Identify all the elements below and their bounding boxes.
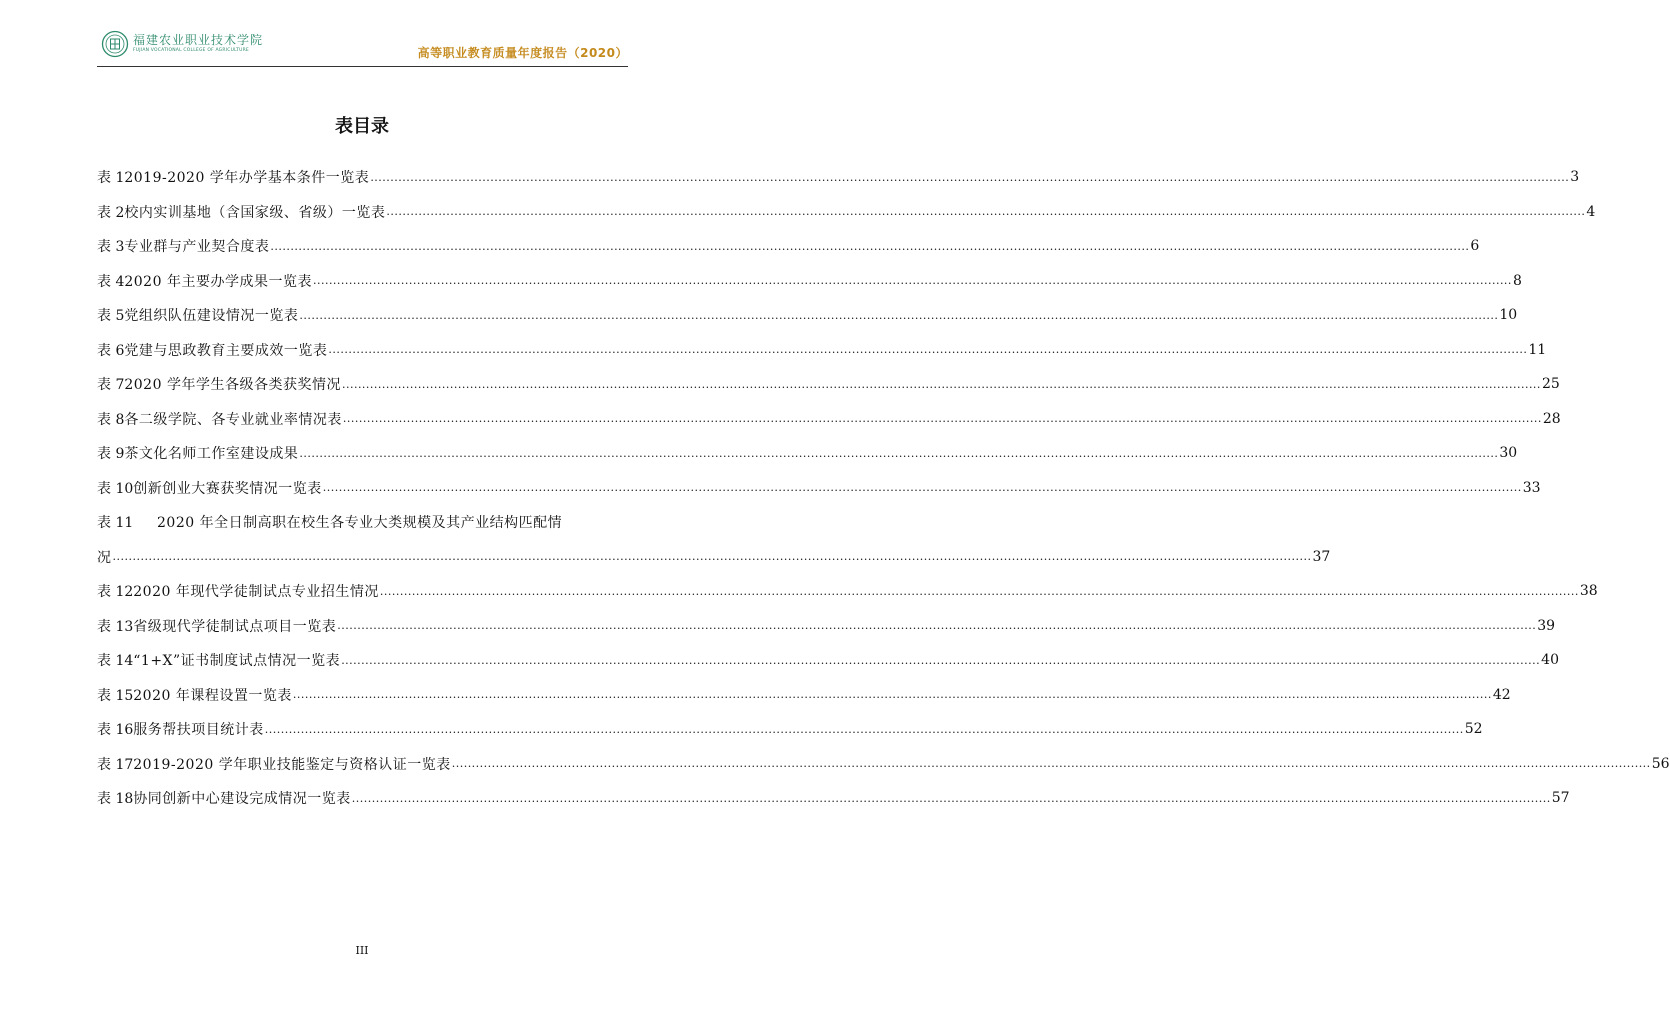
college-logo [101,28,263,60]
toc-entry[interactable] [97,402,1561,437]
toc-entry-label: 表 2 [97,204,125,221]
toc-entry-label: 表 11 [97,515,134,532]
toc-entry-page: 8 [1512,272,1522,289]
toc-entry-page: 6 [1470,238,1480,255]
toc-entry-label: 表 17 [97,756,134,773]
toc-entry[interactable] [97,574,1598,609]
toc-entry-title: 协同创新中心建设完成情况一览表 [133,791,351,808]
toc-entry-label: 表 1 [97,170,125,187]
page-number: III [355,944,369,957]
toc-entry-label: 表 5 [97,308,125,325]
toc-leader-dots: ............................................................................................................................................................................................................................................................................................................ [328,343,1528,357]
toc-entry[interactable] [97,712,1483,747]
toc-entry-label: 表 18 [97,791,134,808]
report-title: 高等职业教育质量年度报告（2020） [417,46,628,60]
toc-leader-dots: ............................................................................................................................................................................................................................................................................................................ [351,791,1551,805]
toc-leader-dots: ............................................................................................................................................................................................................................................................................................................ [386,205,1586,219]
toc-entry[interactable] [97,264,1522,299]
toc-entry-label: 表 16 [97,722,134,739]
toc-entry-title: 党建与思政教育主要成效一览表 [124,342,328,359]
toc-entry[interactable] [97,678,1511,713]
toc-leader-dots: ............................................................................................................................................................................................................................................................................................................ [312,274,1512,288]
toc-entry-title: “1+X”证书制度试点情况一览表 [133,653,341,670]
toc-entry-page: 30 [1499,445,1518,462]
toc-entry-page: 39 [1537,617,1556,634]
toc-entry[interactable] [97,333,1547,368]
toc-leader-dots: ............................................................................................................................................................................................................................................................................................................ [299,308,1499,322]
toc-entry-title: 2019-2020 学年办学基本条件一览表 [124,170,370,187]
toc-entry-page: 38 [1579,583,1598,600]
toc-leader-dots: ............................................................................................................................................................................................................................................................................................................ [379,584,1579,598]
toc-leader-dots: ............................................................................................................................................................................................................................................................................................................ [299,446,1499,460]
toc-entry[interactable] [97,471,1541,506]
toc-entry-page: 57 [1551,790,1570,807]
toc-entry[interactable] [97,609,1556,644]
toc-entry-page: 40 [1541,652,1559,669]
toc-entry-page: 42 [1492,686,1511,703]
toc-leader-dots: ............................................................................................................................................................................................................................................................................................................ [292,688,1492,702]
toc-entry-label: 表 10 [97,480,134,497]
toc-entry-label: 表 4 [97,273,125,290]
toc-entry[interactable] [97,160,1580,195]
toc-entry-page: 10 [1499,307,1518,324]
toc-entry[interactable] [97,781,1570,816]
toc-entry-label: 表 15 [97,687,134,704]
toc-entry-title: 服务帮扶项目统计表 [133,722,264,739]
toc-entry[interactable] [97,505,628,540]
toc-entry-label: 表 12 [97,584,134,601]
toc-entry[interactable] [97,643,1559,678]
toc-entry-page: 4 [1586,203,1596,220]
toc-entry-page: 3 [1570,169,1580,186]
toc-entry-title: 2020 学年学生各级各类获奖情况 [124,377,341,394]
toc-leader-dots: ............................................................................................................................................................................................................................................................................................................ [342,412,1542,426]
page-header [97,22,628,67]
toc-leader-dots: ............................................................................................................................................................................................................................................................................................................ [370,170,1570,184]
toc-entry-title: 2020 年全日制高职在校生各专业大类规模及其产业结构匹配情 [157,515,563,532]
toc-entry-title: 各二级学院、各专业就业率情况表 [124,411,342,428]
toc-entry-title: 2020 年现代学徒制试点专业招生情况 [133,584,379,601]
toc-entry-page: 33 [1522,479,1541,496]
toc-entry[interactable] [97,195,1596,230]
toc-entry-label: 表 13 [97,618,134,635]
toc-entry-title: 创新创业大赛获奖情况一览表 [133,480,322,497]
toc-entry[interactable] [97,367,1560,402]
toc-entry-label: 表 14 [97,653,134,670]
toc-leader-dots: ............................................................................................................................................................................................................................................................................................................ [270,239,1470,253]
toc-entry[interactable] [97,298,1518,333]
toc-entry-title: 党组织队伍建设情况一览表 [124,308,299,325]
toc-leader-dots: ............................................................................................................................................................................................................................................................................................................ [337,619,1537,633]
toc-entry-page: 28 [1542,410,1561,427]
toc-entry-label: 表 8 [97,411,125,428]
toc-entry-title: 茶文化名师工作室建设成果 [124,446,299,463]
toc-entry[interactable] [97,436,1518,471]
toc-entry-page: 52 [1464,721,1483,738]
toc-leader-dots: ............................................................................................................................................................................................................................................................................................................ [341,377,1541,391]
toc-entry-label: 表 3 [97,239,125,256]
toc-leader-dots: ............................................................................................................................................................................................................................................................................................................ [341,653,1541,667]
toc-entry-label: 表 7 [97,377,125,394]
toc-entry-page: 37 [1312,548,1331,565]
toc-entry-title: 校内实训基地（含国家级、省级）一览表 [124,204,386,221]
toc-entry-page: 56 [1651,755,1670,772]
toc-entry-title: 2019-2020 学年职业技能鉴定与资格认证一览表 [133,756,451,773]
toc-entry-title: 2020 年主要办学成果一览表 [124,273,312,290]
table-of-contents [97,160,1670,816]
toc-entry-label: 表 9 [97,446,125,463]
page-title: 表目录 [335,116,389,137]
toc-leader-dots: ............................................................................................................................................................................................................................................................................................................ [112,550,1312,564]
college-emblem-icon [101,30,129,58]
toc-entry-title: 专业群与产业契合度表 [124,239,270,256]
toc-leader-dots: ............................................................................................................................................................................................................................................................................................................ [451,757,1651,771]
toc-entry-page: 11 [1528,341,1547,358]
toc-entry-page: 25 [1541,376,1560,393]
toc-entry-title-continued: 况 [97,549,112,566]
logo-chinese-name: 福建农业职业技术学院 [133,33,264,48]
toc-entry-title: 省级现代学徒制试点项目一览表 [133,618,337,635]
toc-entry-title: 2020 年课程设置一览表 [133,687,292,704]
toc-entry-label: 表 6 [97,342,125,359]
toc-entry-continuation[interactable] [97,540,1331,575]
toc-leader-dots: ............................................................................................................................................................................................................................................................................................................ [264,722,1464,736]
toc-entry[interactable] [97,229,1480,264]
logo-english-name: FUJIAN VOCATIONAL COLLEGE OF AGRICULTURE [133,48,249,54]
toc-leader-dots: ............................................................................................................................................................................................................................................................................................................ [322,481,1522,495]
toc-entry[interactable] [97,747,1670,782]
